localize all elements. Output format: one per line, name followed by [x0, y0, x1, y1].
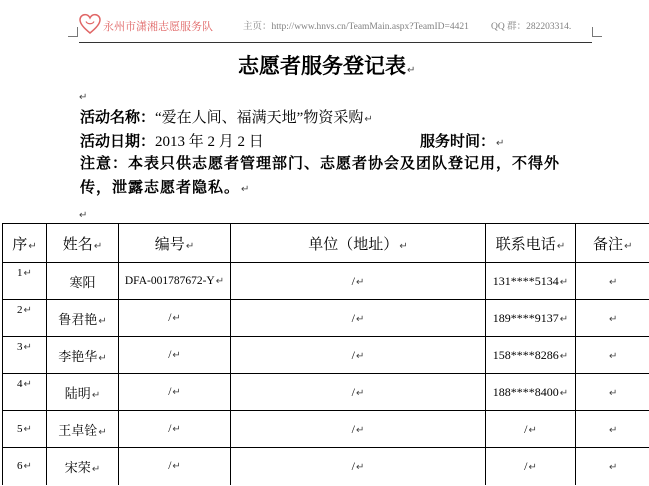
paragraph-mark-icon: ↵: [172, 424, 181, 435]
margin-corner-mark: [68, 27, 78, 37]
cell-id[interactable]: /↵: [119, 337, 231, 374]
paragraph-mark-icon: ↵: [23, 461, 32, 473]
paragraph-mark-icon: ↵: [355, 276, 365, 288]
paragraph-mark-icon: ↵: [559, 276, 569, 288]
service-time-label: 服务时间：↵: [420, 134, 505, 150]
cell-no[interactable]: 3↵: [3, 337, 47, 374]
table-row: [3, 374, 649, 411]
cell-id[interactable]: /↵: [119, 374, 231, 411]
cell-name[interactable]: 陆明↵: [47, 374, 119, 411]
organization-name: 永州市潇湘志愿服务队: [103, 21, 213, 33]
cell-phone[interactable]: /↵: [486, 448, 576, 485]
table-row: [3, 448, 649, 485]
cell-no[interactable]: 6↵: [3, 448, 47, 485]
cell-unit[interactable]: /↵: [231, 263, 486, 300]
cell-note[interactable]: [576, 374, 649, 411]
paragraph-mark-icon: ↵: [355, 424, 365, 436]
cell-name[interactable]: 王卓铨↵: [47, 411, 119, 448]
cell-phone[interactable]: 189****9137↵: [486, 300, 576, 337]
table-body: [3, 263, 649, 485]
paragraph-mark-icon: ↵: [559, 313, 569, 325]
cell-no[interactable]: 5↵: [3, 411, 47, 448]
paragraph-mark-icon: ↵: [556, 240, 566, 252]
paragraph-mark-icon: ↵: [496, 138, 505, 149]
paragraph-mark-icon: ↵: [23, 342, 32, 353]
heart-logo-icon: [78, 12, 102, 36]
paragraph-mark-icon: ↵: [91, 389, 101, 401]
paragraph-mark-icon: ↵: [609, 313, 618, 325]
column-header-no: 序↵: [3, 224, 47, 263]
column-header-note: 备注↵: [576, 224, 649, 263]
cell-unit[interactable]: /↵: [231, 374, 486, 411]
paragraph-mark-icon: ↵: [79, 210, 88, 221]
cell-name[interactable]: 李艳华↵: [47, 337, 119, 374]
activity-name-value: “爱在人间、福满天地”物资采购↵: [155, 110, 373, 126]
activity-date-line: [80, 132, 264, 152]
volunteer-registration-table: [2, 223, 649, 485]
paragraph-mark-icon: ↵: [355, 387, 365, 399]
activity-date-label: 活动日期：: [80, 134, 156, 150]
cell-id[interactable]: DFA-001787672-Y↵: [119, 263, 231, 300]
paragraph-mark-icon: ↵: [364, 114, 373, 125]
activity-name-line: [80, 108, 373, 130]
cell-no[interactable]: 2↵: [3, 300, 47, 337]
paragraph-mark-icon: ↵: [407, 65, 416, 76]
cell-note[interactable]: [576, 263, 649, 300]
activity-name-label: 活动名称：: [80, 110, 156, 126]
table-row: [3, 263, 649, 300]
cell-id[interactable]: /↵: [119, 300, 231, 337]
cell-phone[interactable]: 188****8400↵: [486, 374, 576, 411]
paragraph-mark-icon: ↵: [609, 424, 618, 436]
paragraph-mark-icon: ↵: [609, 387, 618, 399]
paragraph-mark-icon: ↵: [528, 461, 537, 473]
paragraph-mark-icon: ↵: [172, 350, 181, 361]
cell-no[interactable]: 4↵: [3, 374, 47, 411]
cell-name[interactable]: 寒阳: [47, 263, 119, 300]
paragraph-mark-icon: ↵: [609, 461, 618, 473]
cell-id[interactable]: /↵: [119, 411, 231, 448]
paragraph-mark-icon: ↵: [23, 268, 32, 279]
table-row: [3, 337, 649, 374]
paragraph-mark-icon: ↵: [93, 240, 103, 252]
cell-phone[interactable]: 131****5134↵: [486, 263, 576, 300]
paragraph-mark-icon: ↵: [355, 350, 365, 362]
paragraph-mark-icon: ↵: [624, 240, 633, 252]
activity-date-value: 2013 年 2 月 2 日: [155, 134, 264, 150]
paragraph-mark-icon: ↵: [559, 387, 569, 399]
paragraph-mark-icon: ↵: [559, 350, 569, 362]
paragraph-mark-icon: ↵: [399, 240, 408, 252]
table-header-row: [3, 224, 649, 263]
paragraph-mark-icon: ↵: [241, 184, 250, 195]
header-divider: [79, 42, 592, 43]
paragraph-mark-icon: ↵: [79, 92, 88, 103]
cell-phone[interactable]: /↵: [486, 411, 576, 448]
cell-note[interactable]: [576, 448, 649, 485]
cell-note[interactable]: [576, 300, 649, 337]
table-row: [3, 300, 649, 337]
notice-line: 注意：本表只供志愿者管理部门、志愿者协会及团队登记用，不得外: [80, 156, 561, 172]
paragraph-mark-icon: ↵: [23, 424, 32, 435]
cell-unit[interactable]: /↵: [231, 411, 486, 448]
paragraph-mark-icon: ↵: [609, 350, 618, 362]
cell-phone[interactable]: 158****8286↵: [486, 337, 576, 374]
paragraph-mark-icon: ↵: [609, 276, 618, 288]
column-header-name: 姓名↵: [47, 224, 119, 263]
paragraph-mark-icon: ↵: [98, 352, 107, 364]
notice-line: 传，泄露志愿者隐私。↵: [80, 180, 250, 196]
homepage-url: 主页：http://www.hnvs.cn/TeamMain.aspx?TeamID=4421: [243, 22, 469, 32]
column-header-id: 编号↵: [119, 224, 231, 263]
cell-name[interactable]: 宋荣↵: [47, 448, 119, 485]
cell-unit[interactable]: /↵: [231, 300, 486, 337]
paragraph-mark-icon: ↵: [172, 313, 181, 324]
paragraph-mark-icon: ↵: [23, 305, 32, 316]
cell-note[interactable]: [576, 337, 649, 374]
cell-unit[interactable]: /↵: [231, 337, 486, 374]
paragraph-mark-icon: ↵: [28, 240, 37, 252]
paragraph-mark-icon: ↵: [355, 313, 365, 325]
paragraph-mark-icon: ↵: [185, 240, 195, 252]
paragraph-mark-icon: ↵: [355, 461, 365, 473]
column-header-unit: 单位（地址）↵: [231, 224, 486, 263]
column-header-phone: 联系电话↵: [486, 224, 576, 263]
paragraph-mark-icon: ↵: [23, 379, 32, 390]
qq-group: QQ 群：282203314.: [491, 22, 572, 32]
paragraph-mark-icon: ↵: [98, 426, 107, 438]
cell-name[interactable]: 鲁君艳↵: [47, 300, 119, 337]
paragraph-mark-icon: ↵: [172, 461, 181, 473]
paragraph-mark-icon: ↵: [215, 276, 225, 287]
table-row: [3, 411, 649, 448]
paragraph-mark-icon: ↵: [172, 387, 181, 398]
cell-note[interactable]: [576, 411, 649, 448]
paragraph-mark-icon: ↵: [98, 315, 107, 327]
margin-corner-mark: [592, 27, 602, 37]
blank-paragraph: [78, 86, 87, 108]
cell-unit[interactable]: /↵: [231, 448, 486, 485]
cell-no[interactable]: 1↵: [3, 263, 47, 300]
paragraph-mark-icon: ↵: [91, 463, 101, 475]
cell-id[interactable]: /↵: [119, 448, 231, 485]
page-title: 志愿者服务登记表↵: [238, 54, 416, 78]
paragraph-mark-icon: ↵: [528, 424, 537, 436]
